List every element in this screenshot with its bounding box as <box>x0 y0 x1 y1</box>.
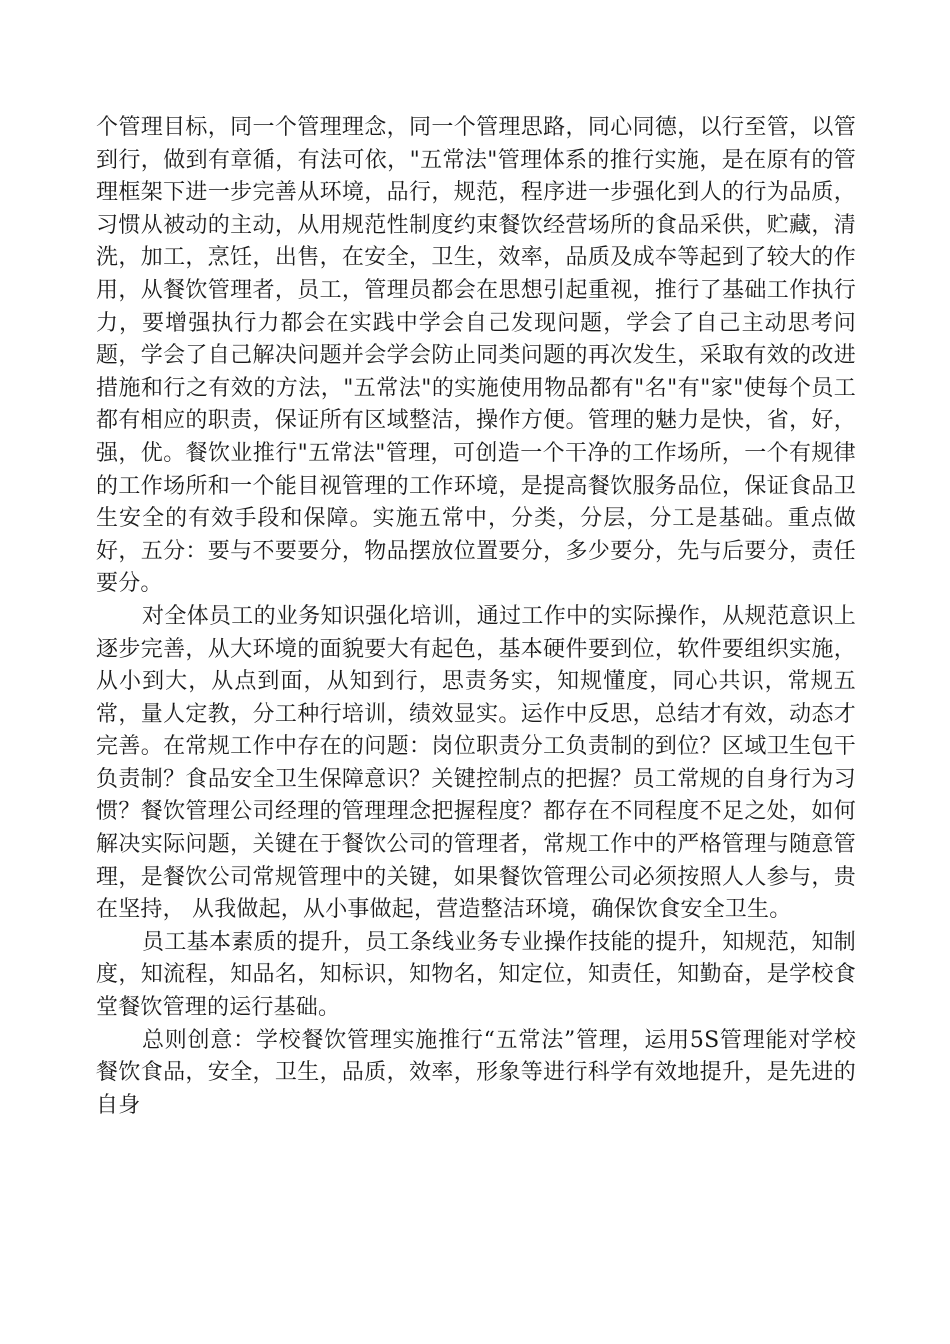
paragraph-1: 个管理目标，同一个管理理念，同一个管理思路，同心同德，以行至管，以管到行，做到有章循，有法可依，"五常法"管理体系的推行实施，是在原有的管理框架下进一步完善从环境，品行，规范，程序进一步强化到人的行为品质，习惯从被动的主动，从用规范性制度约束餐饮经营场所的食品采供，贮藏，清洗，加工，烹饪，出售，在安全，卫生，效率，品质及成夲等起到了较大的作用，从餐饮管理者，员工，管理员都会在思想引起重视，推行了基础工作执行力，要增强执行力都会在实践中学会自己发现问题，学会了自己主动思考问题，学会了自己解决问题并会学会防止同类问题的再次发生，采取有效的改进措施和行之有效的方法，"五常法"的实施使用物品都有"名"有"家"使每个员工都有相应的职责，保证所有区域整洁，操作方便。管理的魅力是快，省，好，强，优。餐饮业推行"五常法"管理，可创造一个干净的工作场所，一个有规律的工作场所和一个能目视管理的工作环境，是提高餐饮服务品位，保证食品卫生安全的有效手段和保障。实施五常中，分类，分层，分工是基础。重点做好，五分：要与不要要分，物品摆放位置要分，多少要分，先与后要分，责任要分。 <box>96 115 856 597</box>
paragraph-3: 员工基本素质的提升，员工条线业务专业操作技能的提升，知规范，知制度，知流程，知品名，知标识，知物名，知定位，知责任，知勤奋，是学校食堂餐饮管理的运行基础。 <box>96 929 856 1021</box>
paragraph-2: 对全体员工的业务知识强化培训，通过工作中的实际操作，从规范意识上逐步完善，从大环境的面貌要大有起色，基本硬件要到位，软件要组织实施，从小到大，从点到面，从知到行，思责务实，知规懂度，同心共识，常规五常，量人定教，分工种行培训，绩效显实。运作中反思，总结才有效，动态才完善。在常规工作中存在的问题：岗位职责分工负责制的到位？区域卫生包干负责制？食品安全卫生保障意识？关键控制点的把握？员工常规的自身行为习惯？餐饮管理公司经理的管理理念把握程度？都存在不同程度不足之处，如何解决实际问题，关键在于餐饮公司的管理者，常规工作中的严格管理与随意管理，是餐饮公司常规管理中的关键，如果餐饮管理公司必须按照人人参与，贵在坚持， 从我做起，从小事做起，营造整洁环境，确保饮食安全卫生。 <box>96 603 856 923</box>
paragraph-4: 总则创意：学校餐饮管理实施推行“五常法”管理，运用5S管理能对学校餐饮食品，安全，卫生，品质，效率，形象等进行科学有效地提升，是先进的自身 <box>96 1027 856 1118</box>
